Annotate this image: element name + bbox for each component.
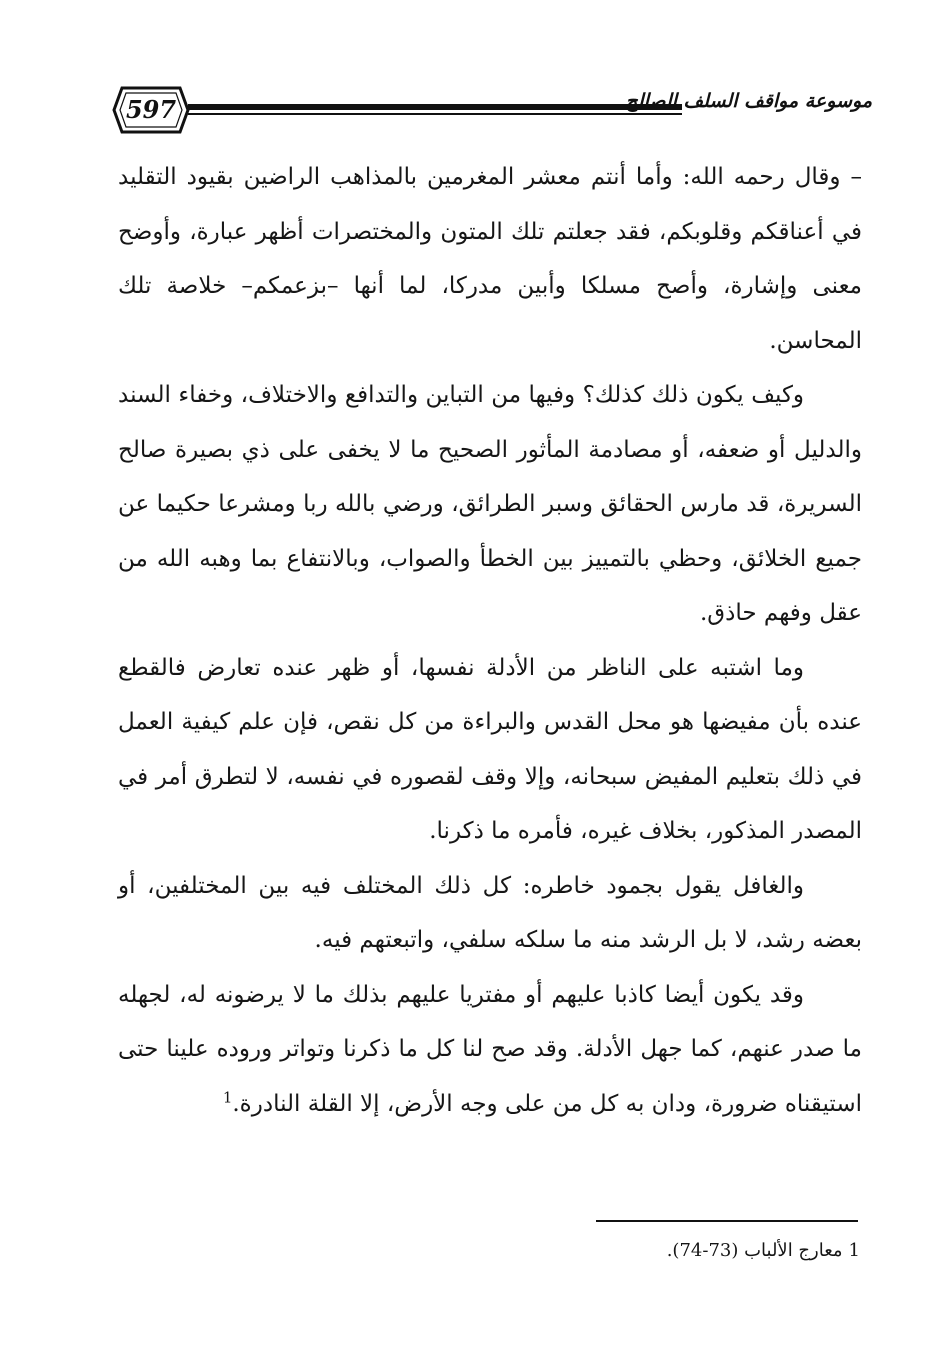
paragraph-5 [118,968,862,1132]
paragraph-1: – وقال رحمه الله: وأما أنتم معشر المغرمين بالمذاهب الراضين بقيود التقليد في أعناقكم وقلوبكم، فقد جعلتم تلك المتون والمختصرات أظهر عبارة، وأوضح معنى وإشارة، وأصح مسلكا وأبين مدركا، لما أنها –بزعمكم– خلاصة تلك المحاسن. [118,164,862,354]
header-rule [188,102,682,116]
paragraph-5-text: وقد يكون أيضا كاذبا عليهم أو مفتريا عليهم بذلك ما لا يرضونه له، لجهله ما صدر عنهم، كما جهل الأدلة. وقد صح لنا كل ما ذكرنا وتواتر وروده علينا حتى استيقناه ضرورة، ودان به كل من على وجه الأرض، إلا القلة النادرة. [118,981,862,1117]
footnote-reference: 1 [222,1087,233,1106]
page-number: 597 [125,95,177,124]
body-text [118,150,862,1131]
page-header [112,78,872,150]
page-number-badge [112,84,190,136]
paragraph-3: وما اشتبه على الناظر من الأدلة نفسها، أو ظهر عنده تعارض فالقطع عنده بأن مفيضها هو محل القدس والبراءة من كل نقص، فإن علم كيفية العمل في ذلك بتعليم المفيض سبحانه، وإلا وقف لقصوره في نفسه، لا لتطرق أمر في المصدر المذكور، بخلاف غيره، فأمره ما ذكرنا. [118,654,863,844]
footnote-number: 1 [848,1240,860,1261]
footnote-text: معارج الألباب (73-74). [666,1240,843,1261]
footnote [500,1236,860,1266]
paragraph-2: وكيف يكون ذلك كذلك؟ وفيها من التباين والتدافع والاختلاف، وخفاء السند والدليل أو ضعفه، أو مصادمة المأثور الصحيح ما لا يخفى على ذي بصيرة صالح السريرة، قد مارس الحقائق وسبر الطرائق، ورضي بالله ربا ومشرعا حكيما عن جميع الخلائق، وحظي بالتمييز بين الخطأ والصواب، وبالانتفاع بما وهبه الله من عقل وفهم حاذق. [118,382,862,626]
book-title: موسوعة مواقف السلف الصالح [625,90,872,112]
footnote-divider [596,1220,858,1222]
paragraph-4: والغافل يقول بجمود خاطره: كل ذلك المختلف فيه بين المختلفين، أو بعضه رشد، لا بل الرشد منه ما سلكه سلفي، واتبعتهم فيه. [118,872,862,953]
